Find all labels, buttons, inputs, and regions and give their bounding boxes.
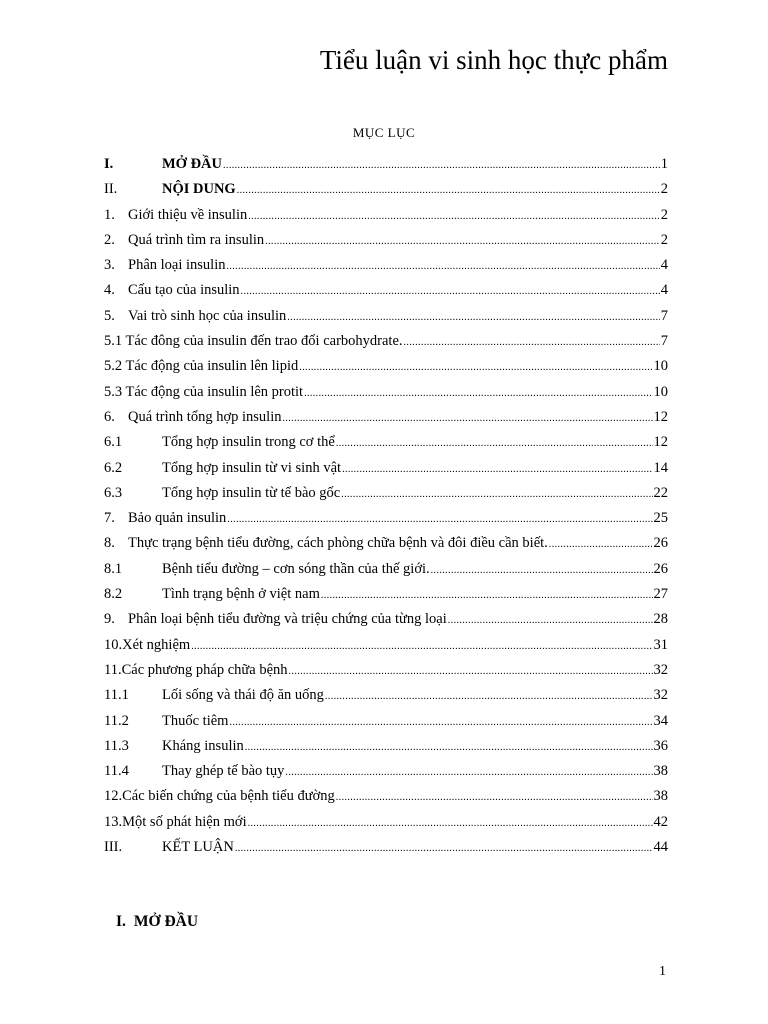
toc-leader-dots: [265, 229, 660, 254]
toc-entry: [104, 658, 668, 683]
toc-entry-number: I.: [104, 156, 114, 172]
toc-entry-page: 7: [660, 333, 668, 350]
toc-leader-dots: [223, 153, 660, 178]
toc-leader-dots: [229, 710, 652, 735]
toc-entry-page: 32: [653, 661, 668, 678]
toc-leader-dots: [241, 279, 660, 304]
toc-leader-dots: [285, 760, 652, 785]
toc-entry-page: 25: [653, 510, 668, 527]
toc-entry: [104, 683, 668, 708]
toc-entry-page: 42: [653, 813, 668, 830]
toc-leader-dots: [237, 178, 660, 203]
toc-entry: [104, 481, 668, 506]
toc-entry: [104, 430, 668, 455]
toc-entry: [104, 253, 668, 278]
toc-entry-page: 10: [653, 383, 668, 400]
toc-leader-dots: [282, 406, 652, 431]
toc-leader-dots: [248, 811, 653, 836]
toc-leader-dots: [342, 457, 652, 482]
toc-leader-dots: [299, 355, 652, 380]
toc-entry: [104, 152, 668, 177]
section-heading-text: MỞ ĐẦU: [133, 913, 199, 930]
page-number: 1: [659, 964, 666, 979]
toc-entry: [104, 278, 668, 303]
toc-entry-title: Quá trình tổng hợp insulin: [128, 408, 282, 425]
toc-entry-title: 5.3 Tác động của insulin lên protit: [104, 383, 304, 400]
toc-entry-page: 44: [653, 839, 668, 856]
toc-entry: [104, 633, 668, 658]
toc-entry-title: Lối sống và thái độ ăn uống: [162, 687, 324, 704]
toc-entry: [104, 203, 668, 228]
toc-entry: [104, 177, 668, 202]
toc-entry-title: KẾT LUẬN: [162, 839, 234, 856]
section-heading: [116, 910, 198, 934]
toc-entry-page: 38: [653, 788, 668, 805]
toc-entry-number: 8.2: [104, 586, 123, 603]
toc-entry-page: 2: [660, 206, 668, 223]
toc-entry-page: 28: [653, 611, 668, 628]
toc-entry-title: Các phương pháp chữa bệnh: [121, 661, 288, 678]
toc-entry-page: 26: [653, 560, 668, 577]
toc-entry-title: 5.2 Tác động của insulin lên lipid: [104, 358, 299, 375]
toc-entry-number: 7.: [104, 510, 115, 527]
toc-entry-title: Tổng hợp insulin từ vi sinh vật: [162, 459, 342, 476]
toc-entry-page: 4: [660, 282, 668, 299]
toc-entry-title: Tổng hợp insulin từ tế bào gốc: [162, 484, 341, 501]
toc-entry-title: NỘI DUNG: [162, 181, 236, 198]
toc-leader-dots: [226, 254, 659, 279]
toc-entry-title: Bảo quản insulin: [128, 510, 227, 527]
toc-entry-number: 11.2: [104, 712, 129, 729]
toc-entry-page: 38: [653, 763, 668, 780]
toc-entry-title: Tình trạng bệnh ở việt nam: [162, 586, 320, 603]
section-heading-number: I.: [116, 913, 126, 930]
toc-entry-title: Tổng hợp insulin trong cơ thể: [162, 434, 335, 451]
toc-entry-title: 5.1 Tác đông của insulin đến trao đổi carbohydrate.: [104, 333, 403, 350]
toc-leader-dots: [341, 482, 652, 507]
toc-entry-number: III.: [104, 839, 123, 856]
toc-entry-number: 10.: [104, 636, 123, 653]
toc-entry: [104, 354, 668, 379]
toc-entry-page: 32: [653, 687, 668, 704]
toc-entry: [104, 329, 668, 354]
toc-entry-number: 11.1: [104, 687, 129, 704]
toc-entry-page: 12: [653, 408, 668, 425]
toc-entry-number: 5.: [104, 307, 115, 324]
toc-leader-dots: [191, 634, 652, 659]
toc-entry-number: 9.: [104, 611, 115, 628]
toc-entry-page: 2: [660, 231, 668, 248]
toc-entry-title: Vai trò sinh học của insulin: [128, 307, 287, 324]
toc-entry: [104, 456, 668, 481]
toc-entry-number: 11.3: [104, 737, 129, 754]
toc-entry-number: 6.1: [104, 434, 123, 451]
toc-entry-page: 22: [653, 484, 668, 501]
toc-entry: [104, 304, 668, 329]
toc-entry-page: 14: [653, 459, 668, 476]
toc-entry: [104, 228, 668, 253]
toc-leader-dots: [248, 204, 660, 229]
toc-entry-number: 3.: [104, 257, 115, 274]
toc-entry-title: Bệnh tiểu đường – cơn sóng thần của thế giới.: [162, 560, 430, 577]
toc-entry-title: Quá trình tìm ra insulin: [128, 231, 265, 248]
toc-entry: [104, 709, 668, 734]
toc-entry: [104, 531, 668, 556]
toc-leader-dots: [289, 659, 653, 684]
toc-entry-number: 6.3: [104, 484, 123, 501]
toc-entry-number: 6.: [104, 408, 115, 425]
toc-entry: [104, 582, 668, 607]
toc-entry-number: 8.: [104, 535, 115, 552]
toc-entry-page: 26: [653, 535, 668, 552]
toc-entry-title: Phân loại bệnh tiểu đường và triệu chứng của từng loại: [128, 611, 447, 628]
toc-entry-page: 12: [653, 434, 668, 451]
toc-entry: [104, 405, 668, 430]
toc-leader-dots: [431, 558, 653, 583]
toc-entry-title: Kháng insulin: [162, 737, 244, 754]
toc-entry-page: 4: [660, 257, 668, 274]
toc-entry-number: 6.2: [104, 459, 123, 476]
toc-entry-title: Thuốc tiêm: [162, 712, 229, 729]
toc-entry-page: 31: [653, 636, 668, 653]
toc-entry: [104, 734, 668, 759]
toc-entry-number: 1.: [104, 206, 115, 223]
toc-entry: [104, 759, 668, 784]
toc-entry-page: 34: [653, 712, 668, 729]
toc-entry-title: Thay ghép tế bào tụy: [162, 763, 285, 780]
toc-entry-title: Giới thiệu về insulin: [128, 206, 248, 223]
toc-leader-dots: [235, 836, 653, 861]
toc-entry-page: 1: [660, 156, 668, 172]
toc-entry: [104, 810, 668, 835]
toc-leader-dots: [549, 532, 653, 557]
toc-entry: [104, 557, 668, 582]
toc-leader-dots: [404, 330, 660, 355]
toc-entry-page: 27: [653, 586, 668, 603]
toc-leader-dots: [325, 684, 653, 709]
toc-leader-dots: [448, 608, 653, 633]
toc-heading: MỤC LỤC: [352, 125, 416, 140]
toc-entry-page: 10: [653, 358, 668, 375]
toc-entry-title: Các biến chứng của bệnh tiểu đường: [122, 788, 335, 805]
toc-entry-number: 4.: [104, 282, 115, 299]
document-title: Tiểu luận vi sinh học thực phẩm: [319, 45, 668, 75]
toc-leader-dots: [304, 381, 652, 406]
toc-entry-title: MỞ ĐẦU: [162, 156, 223, 172]
toc-entry-number: 12.: [104, 788, 123, 805]
toc-entry: [104, 835, 668, 860]
toc-entry-page: 2: [660, 181, 668, 198]
toc-leader-dots: [336, 785, 653, 810]
toc-leader-dots: [227, 507, 652, 532]
toc-entry-page: 7: [660, 307, 668, 324]
toc-leader-dots: [336, 431, 653, 456]
toc-entry-title: Cấu tạo của insulin: [128, 282, 240, 299]
toc-entry-number: II.: [104, 181, 118, 198]
toc-entry-title: Một số phát hiện mới: [122, 813, 247, 830]
toc-entry-title: Phân loại insulin: [128, 257, 226, 274]
toc-entry-number: 11.: [104, 661, 122, 678]
toc-entry-number: 11.4: [104, 763, 129, 780]
toc-leader-dots: [321, 583, 653, 608]
toc-entry: [104, 607, 668, 632]
toc-leader-dots: [287, 305, 659, 330]
table-of-contents: [104, 152, 668, 860]
toc-entry-number: 8.1: [104, 560, 123, 577]
toc-entry: [104, 784, 668, 809]
toc-entry-title: Thực trạng bệnh tiểu đường, cách phòng chữa bệnh và đôi điều cần biết.: [128, 535, 548, 552]
toc-entry-page: 36: [653, 737, 668, 754]
toc-entry-number: 13.: [104, 813, 123, 830]
toc-entry: [104, 380, 668, 405]
toc-entry: [104, 506, 668, 531]
toc-leader-dots: [245, 735, 653, 760]
toc-entry-number: 2.: [104, 231, 115, 248]
toc-entry-title: Xét nghiệm: [122, 636, 191, 653]
